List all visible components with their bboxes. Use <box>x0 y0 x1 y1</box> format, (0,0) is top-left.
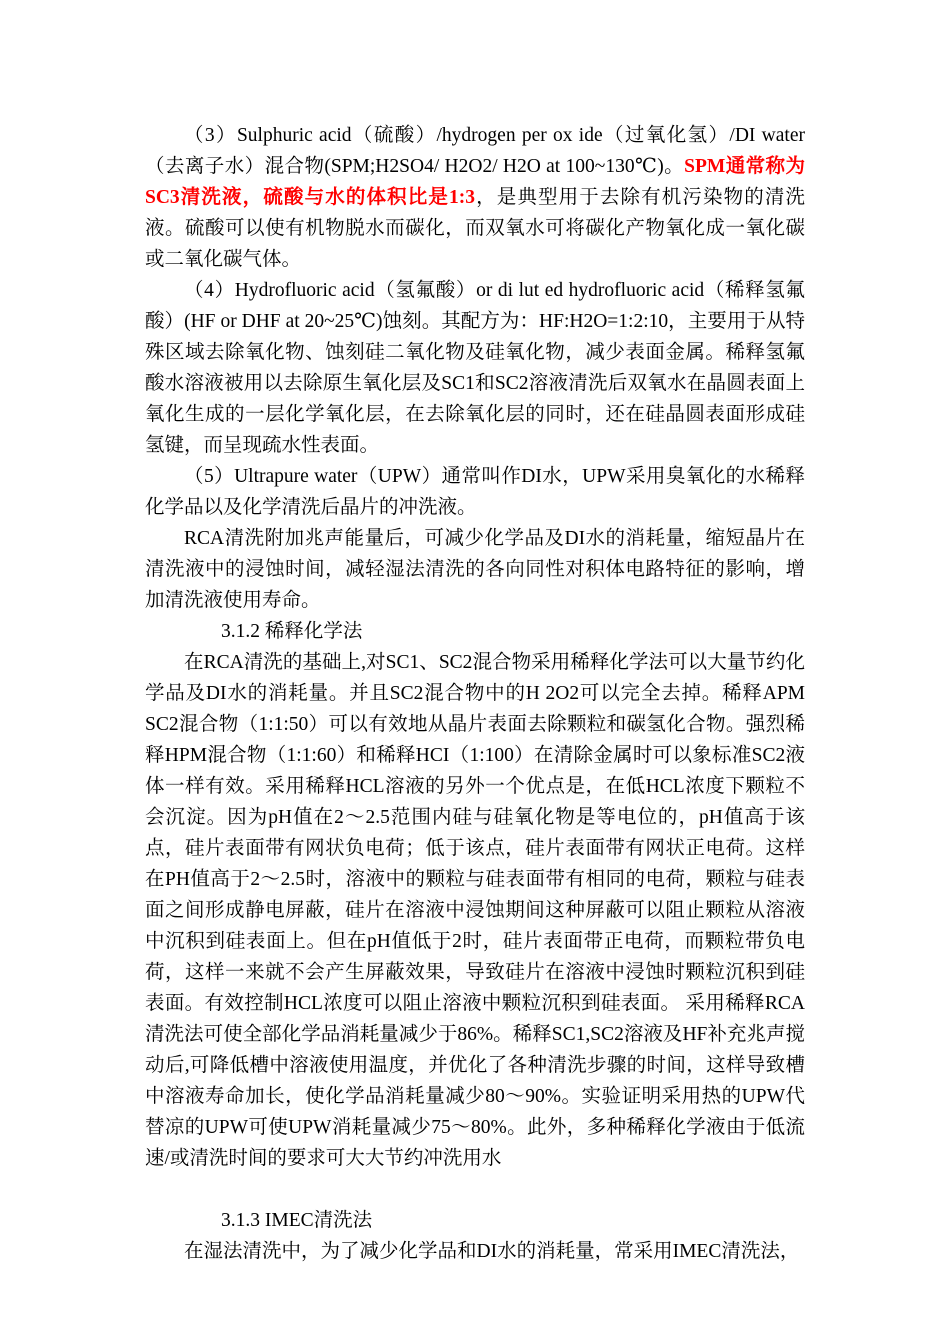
section-heading-3-1-2: 3.1.2 稀释化学法 <box>221 621 363 642</box>
paragraph-spm <box>145 120 805 275</box>
paragraph-spm-text-1: （3）Sulphuric acid（硫酸）/hydrogen per ox ide（过氧化氢）/DI water（去离子水）混合物(SPM;H2SO4/ H2O2/ H2O at 100~130℃)。 <box>145 125 805 177</box>
paragraph-spm-highlight: SPM通常称为SC3清洗液，硫酸与水的体积比是1:3 <box>145 156 805 208</box>
section-heading-3-1-3: 3.1.3 IMEC清洗法 <box>221 1210 373 1231</box>
paragraph-imec: 在湿法清洗中，为了减少化学品和DI水的消耗量，常采用IMEC清洗法， <box>184 1241 800 1262</box>
paragraph-rca-megasonic: RCA清洗附加兆声能量后，可减少化学品及DI水的消耗量，缩短晶片在清洗液中的浸蚀时间，减轻湿法清洗的各向同性对积体电路特征的影响，增加清洗液使用寿命。 <box>145 528 805 611</box>
paragraph-spm-text-2: ，是典型用于去除有机污染物的清洗液。硫酸可以使有机物脱水而碳化，而双氧水可将碳化产物氧化成一氧化碳或二氧化碳气体。 <box>145 187 805 270</box>
blank-line <box>145 1174 805 1205</box>
paragraph-dilute-chemistry: 在RCA清洗的基础上,对SC1、SC2混合物采用稀释化学法可以大量节约化学品及DI水的消耗量。并且SC2混合物中的H 2O2可以完全去掉。稀释APM SC2混合物（1:1:50）可以有效地从晶片表面去除颗粒和碳氢化合物。强烈稀释HPM混合物（1:1:60）和稀释HCI（1:100）在清除金属时可以象标准SC2液体一样有效。采用稀释HCL溶液的另外一个优点是，在低HCL浓度下颗粒不会沉淀。因为pH值在2～2.5范围内硅与硅氧化物是等电位的，pH值高于该点，硅片表面带有网状负电荷；低于该点，硅片表面带有网状正电荷。这样在PH值高于2～2.5时，溶液中的颗粒与硅表面带有相同的电荷，颗粒与硅表面之间形成静电屏蔽，硅片在溶液中浸蚀期间这种屏蔽可以阻止颗粒从溶液中沉积到硅表面上。但在pH值低于2时，硅片表面带正电荷，而颗粒带负电荷，这样一来就不会产生屏蔽效果，导致硅片在溶液中浸蚀时颗粒沉积到硅表面。有效控制HCL浓度可以阻止溶液中颗粒沉积到硅表面。 采用稀释RCA清洗法可使全部化学品消耗量减少于86%。稀释SC1,SC2溶液及HF补充兆声搅动后,可降低槽中溶液使用温度，并优化了各种清洗步骤的时间，这样导致槽中溶液寿命加长，使化学品消耗量减少80～90%。实验证明采用热的UPW代替凉的UPW可使UPW消耗量减少75～80%。此外，多种稀释化学液由于低流速/或清洗时间的要求可大大节约冲洗用水 <box>145 652 805 1169</box>
paragraph-upw: （5）Ultrapure water（UPW）通常叫作DI水，UPW采用臭氧化的水稀释化学品以及化学清洗后晶片的冲洗液。 <box>145 466 805 518</box>
document-body <box>145 120 805 1267</box>
paragraph-hf: （4）Hydrofluoric acid（氢氟酸）or di lut ed hydrofluoric acid（稀释氢氟酸）(HF or DHF at 20~25℃)蚀刻。其配方为：HF:H2O=1:2:10，主要用于从特殊区域去除氧化物、蚀刻硅二氧化物及硅氧化物，减少表面金属。稀释氢氟酸水溶液被用以去除原生氧化层及SC1和SC2溶液清洗后双氧水在晶圆表面上氧化生成的一层化学氧化层，在去除氧化层的同时，还在硅晶圆表面形成硅氢键，而呈现疏水性表面。 <box>145 280 805 456</box>
